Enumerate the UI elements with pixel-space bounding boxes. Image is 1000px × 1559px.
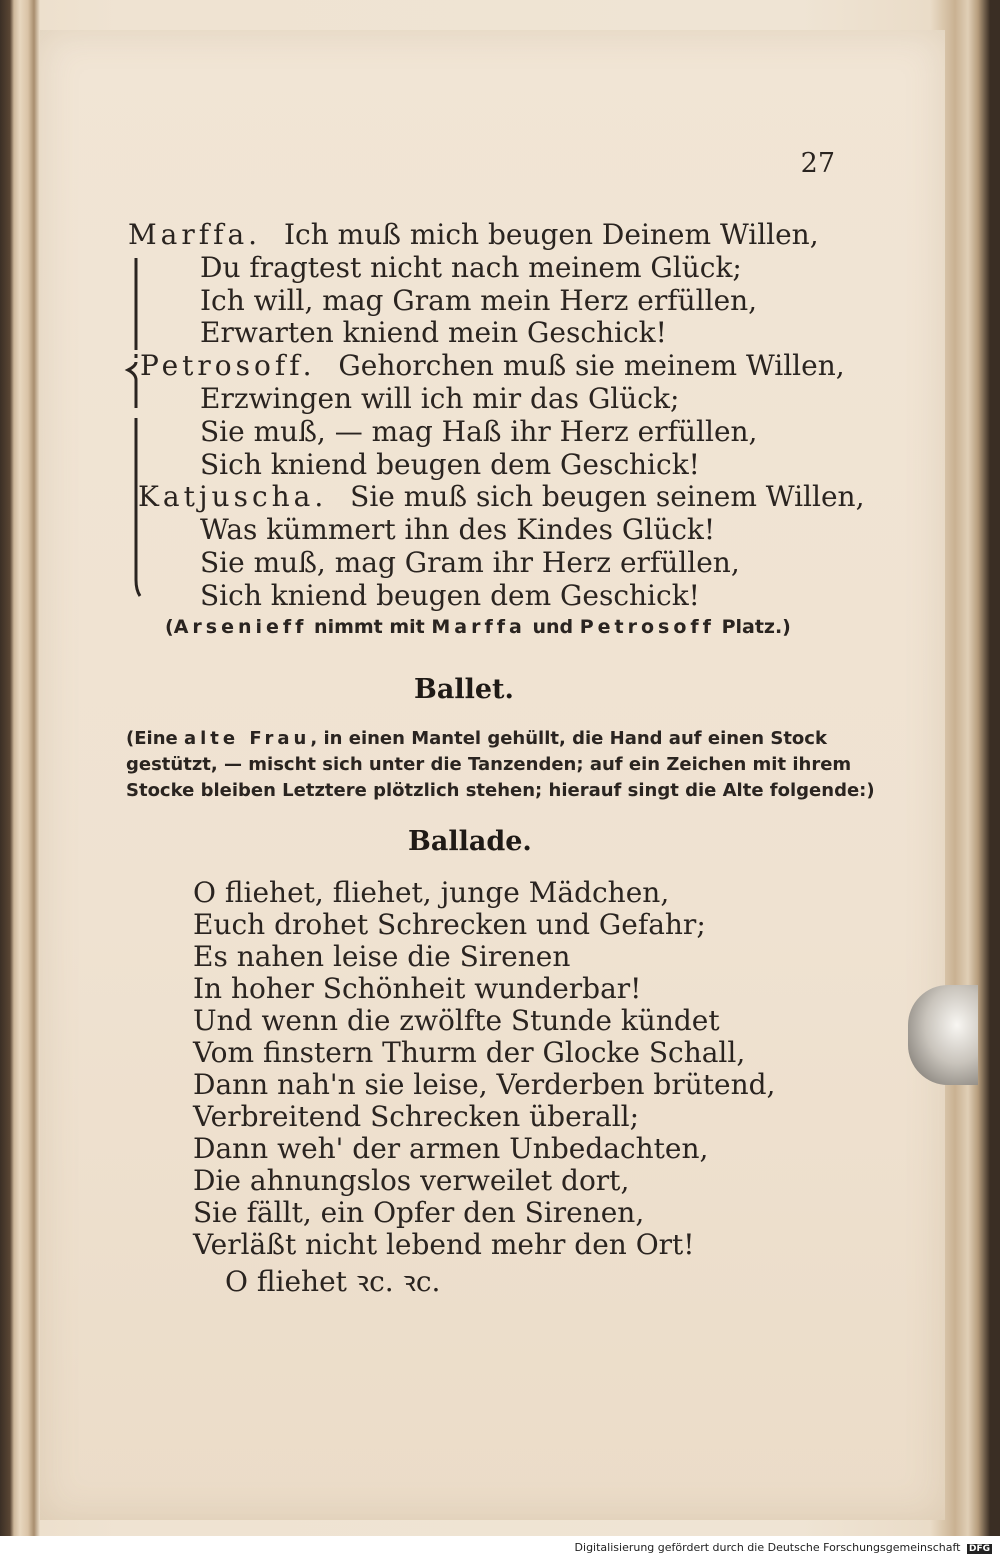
name-arsenieff: Arsenieff: [173, 616, 308, 638]
name-petrosoff: Petrosoff: [579, 616, 715, 638]
name-marffa: Marffa: [431, 616, 526, 638]
ballade-line-7: Dann nah'n sie leise, Verderben brütend,: [193, 1068, 776, 1101]
speaker-petrosoff: Petrosoff.: [140, 349, 316, 382]
trio-line-1: [128, 218, 819, 251]
stage-direction-2-line-1-c: , in einen Mantel gehüllt, die Hand auf einen Stock: [310, 728, 827, 749]
footer-credit: [575, 1541, 992, 1554]
trio-line-3: Ich will, mag Gram mein Herz erfüllen,: [200, 284, 758, 317]
ballet-heading: Ballet.: [414, 674, 514, 705]
speaker-marffa: Marffa.: [128, 218, 262, 251]
trio-line-12: Sich kniend beugen dem Geschick!: [200, 579, 700, 612]
ballade-line-5: Und wenn die zwölfte Stunde kündet: [193, 1004, 720, 1037]
ballade-line-13: O fliehet ꝛc. ꝛc.: [225, 1265, 441, 1298]
ballade-heading: Ballade.: [408, 826, 532, 857]
ballade-line-12: Verläßt nicht lebend mehr den Ort!: [193, 1228, 695, 1261]
speaker-katjuscha: Katjuscha.: [138, 480, 328, 513]
stage-direction-1-open: (: [165, 616, 174, 638]
ballade-line-4: In hoher Schönheit wunderbar!: [193, 972, 642, 1005]
trio-line-1-text: Ich muß mich beugen Deinem Willen,: [283, 218, 819, 251]
page-clip: [908, 985, 978, 1085]
trio-line-6: Erzwingen will ich mir das Glück;: [200, 382, 680, 415]
ballade-line-8: Verbreitend Schrecken überall;: [193, 1100, 640, 1133]
ballade-line-6: Vom finstern Thurm der Glocke Schall,: [193, 1036, 746, 1069]
name-alte-frau: alte Frau: [183, 728, 311, 749]
page-number: 27: [800, 148, 835, 179]
dfg-logo: DFG: [968, 1544, 990, 1554]
stage-direction-1-mid1: nimmt mit: [307, 616, 432, 638]
trio-line-5: [140, 349, 845, 382]
stage-direction-2-line-1-a: (Eine: [126, 728, 184, 749]
trio-line-10: Was kümmert ihn des Kindes Glück!: [200, 513, 716, 546]
ballade-line-10: Die ahnungslos verweilet dort,: [193, 1164, 630, 1197]
stage-direction-1: [165, 616, 791, 638]
footer-text: Digitalisierung gefördert durch die Deutsche Forschungsgemeinschaft: [574, 1541, 961, 1554]
ballade-line-3: Es nahen leise die Sirenen: [193, 940, 571, 973]
stage-direction-2-line-2: gestützt, — mischt sich unter die Tanzenden; auf ein Zeichen mit ihrem: [126, 754, 852, 775]
trio-line-2: Du fragtest nicht nach meinem Glück;: [200, 251, 742, 284]
trio-line-9-text: Sie muß sich beugen seinem Willen,: [350, 480, 865, 513]
ballade-line-1: O fliehet, fliehet, junge Mädchen,: [193, 876, 670, 909]
trio-line-7: Sie muß, — mag Haß ihr Herz erfüllen,: [200, 415, 758, 448]
stage-direction-2-line-1: [126, 728, 827, 749]
stage-direction-1-end: Platz.): [714, 616, 791, 638]
ballade-line-11: Sie fällt, ein Opfer den Sirenen,: [193, 1196, 645, 1229]
stage-direction-2-line-3: Stocke bleiben Letztere plötzlich stehen; hierauf singt die Alte folgende:): [126, 780, 875, 801]
trio-line-8: Sich kniend beugen dem Geschick!: [200, 448, 700, 481]
ballade-line-2: Euch drohet Schrecken und Gefahr;: [193, 908, 706, 941]
trio-brace: [124, 258, 150, 598]
trio-line-5-text: Gehorchen muß sie meinem Willen,: [338, 349, 845, 382]
trio-line-11: Sie muß, mag Gram ihr Herz erfüllen,: [200, 546, 740, 579]
trio-line-4: Erwarten kniend mein Geschick!: [200, 316, 667, 349]
ballade-line-9: Dann weh' der armen Unbedachten,: [193, 1132, 709, 1165]
trio-line-9: [138, 480, 864, 513]
stage-direction-1-mid2: und: [525, 616, 580, 638]
